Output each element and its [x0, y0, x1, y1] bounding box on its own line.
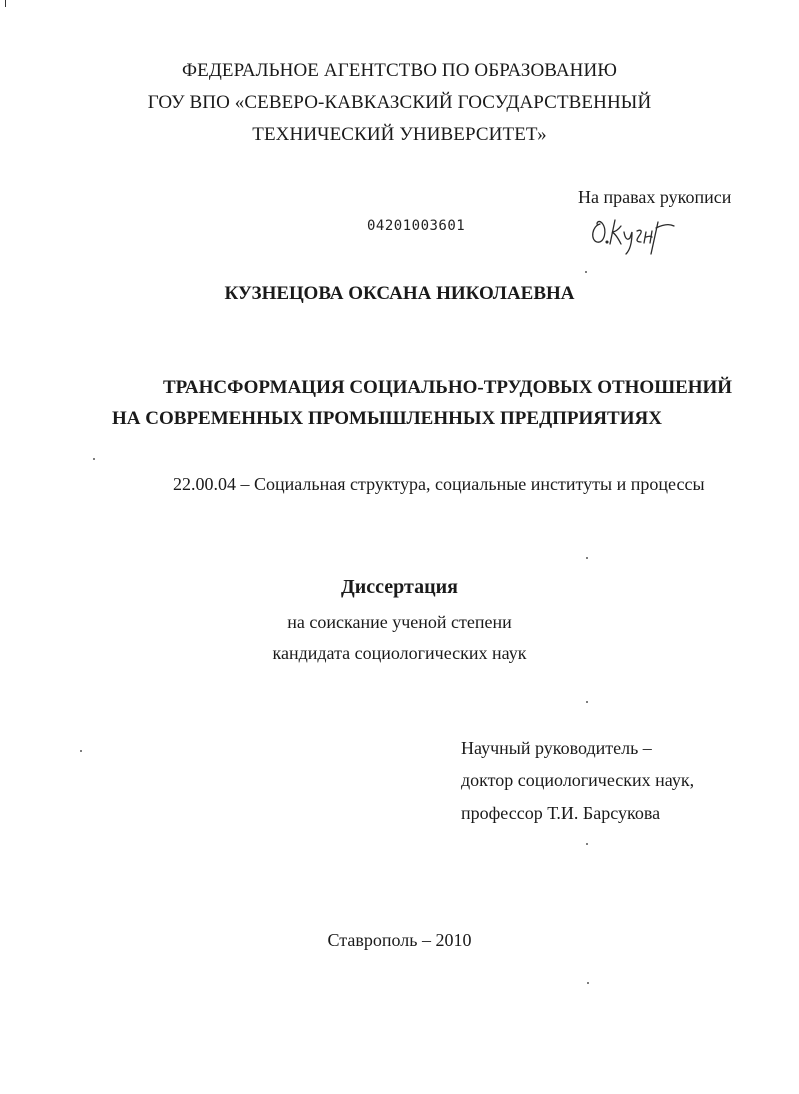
work-type-line-2: кандидата социологических наук [272, 643, 527, 663]
scan-dot [586, 701, 588, 703]
supervisor-line-3: профессор Т.И. Барсукова [461, 803, 661, 823]
scan-dot [586, 557, 588, 559]
specialty: 22.00.04 – Социальная структура, социальные институты и процессы [173, 474, 705, 494]
place-year: Ставрополь – 2010 [327, 930, 472, 950]
author-name: КУЗНЕЦОВА ОКСАНА НИКОЛАЕВНА [224, 283, 575, 304]
header-line-1: ФЕДЕРАЛЬНОЕ АГЕНТСТВО ПО ОБРАЗОВАНИЮ [182, 60, 617, 81]
scan-dot [93, 458, 95, 460]
header-line-2: ГОУ ВПО «СЕВЕРО-КАВКАЗСКИЙ ГОСУДАРСТВЕННЫЙ [147, 92, 652, 113]
scan-dot [80, 750, 82, 752]
work-type-line-1: на соискание ученой степени [287, 612, 512, 632]
header-line-3: ТЕХНИЧЕСКИЙ УНИВЕРСИТЕТ» [252, 124, 547, 145]
registration-number: 04201003601 [367, 218, 466, 234]
supervisor-line-2: доктор социологических наук, [461, 770, 695, 790]
signature-text: О. Кузн [588, 214, 592, 215]
rights-note: На правах рукописи [578, 187, 732, 207]
scan-mark [5, 0, 6, 7]
scan-dot [585, 271, 587, 273]
title-line-2: НА СОВРЕМЕННЫХ ПРОМЫШЛЕННЫХ ПРЕДПРИЯТИЯХ [112, 408, 662, 429]
work-type-heading: Диссертация [341, 576, 458, 598]
signature [588, 214, 698, 258]
title-line-1: ТРАНСФОРМАЦИЯ СОЦИАЛЬНО-ТРУДОВЫХ ОТНОШЕНИЙ [163, 377, 733, 398]
scan-dot [586, 843, 588, 845]
supervisor-line-1: Научный руководитель – [461, 738, 652, 758]
scan-dot [587, 982, 589, 984]
